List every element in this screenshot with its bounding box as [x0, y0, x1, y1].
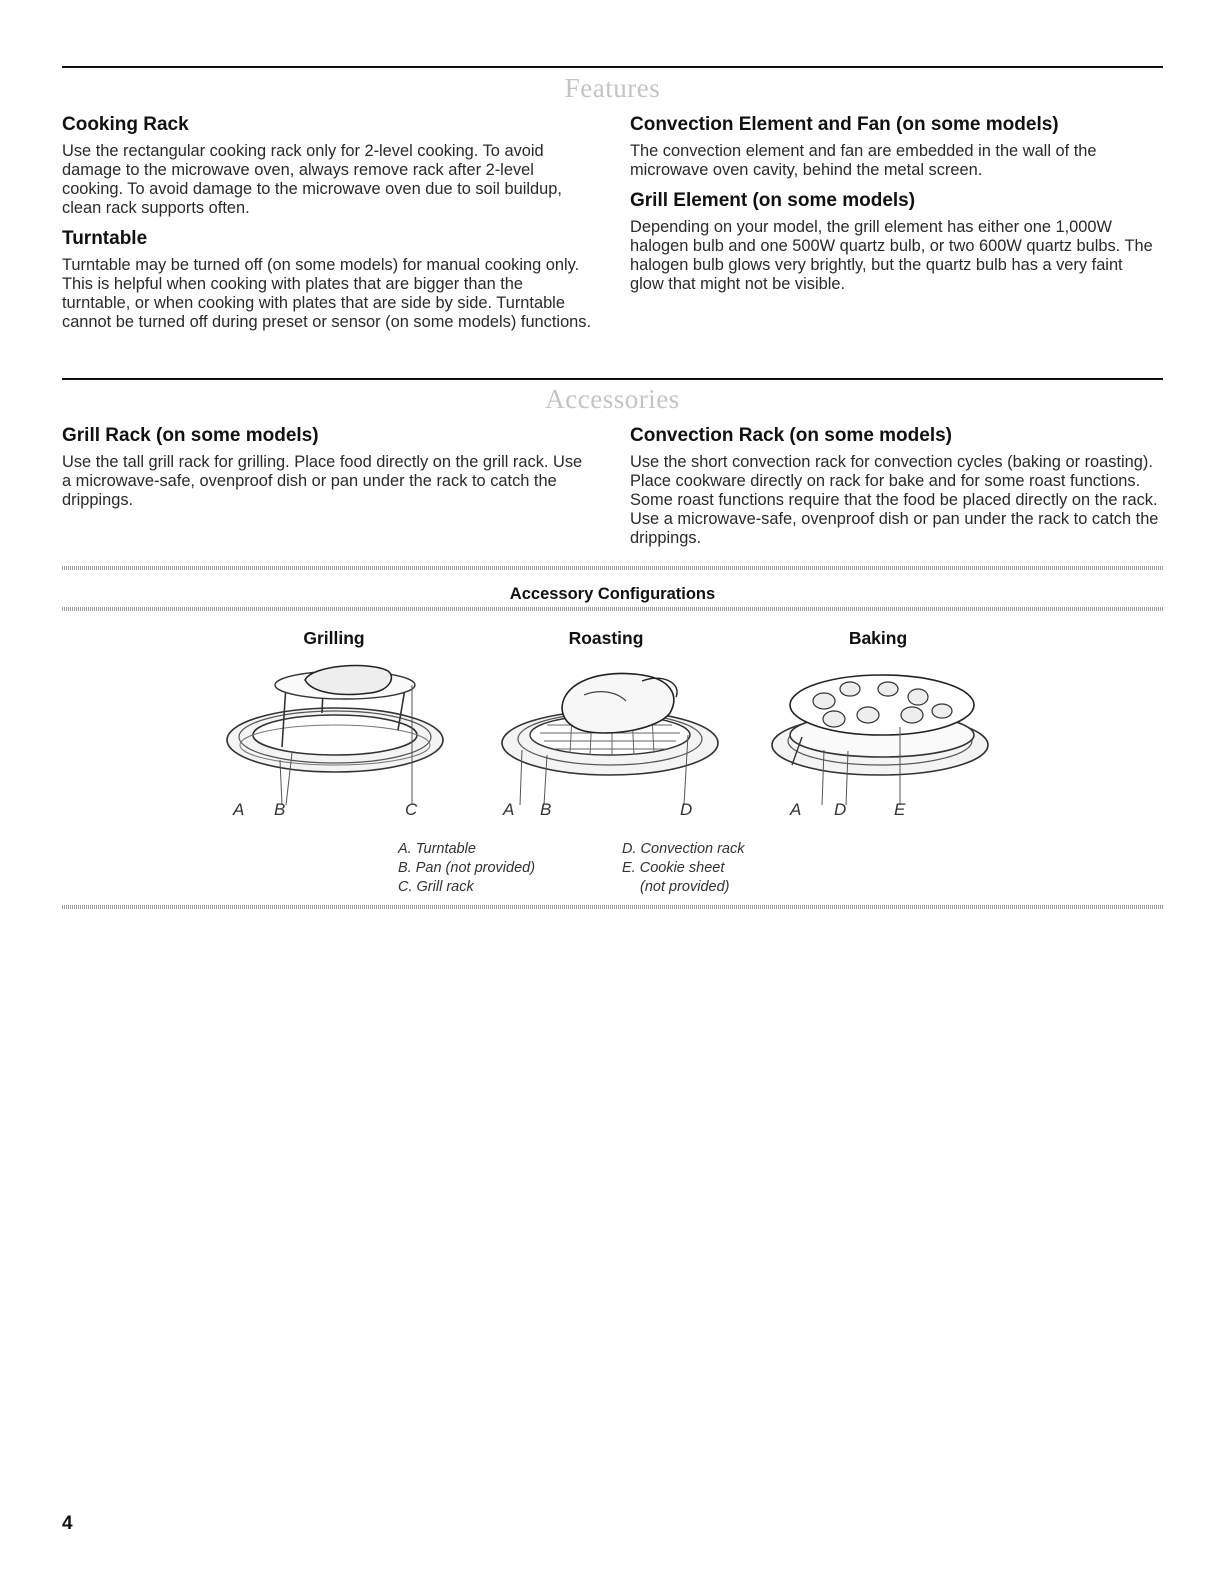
- grill-element-heading: Grill Element (on some models): [630, 190, 916, 211]
- features-left-column: [62, 114, 592, 342]
- accessories-section-title: Accessories: [545, 384, 680, 414]
- turntable-body: Turntable may be turned off (on some models) for manual cooking only. This is helpful when cooking with plates that are bigger than the turntable, or when cooking with plates that are side by side. Turntable cannot be turned off during preset or sensor (on some models) functions.: [62, 256, 592, 331]
- figure-title: Accessory Configurations: [509, 585, 716, 603]
- cooking-rack-heading: Cooking Rack: [62, 114, 189, 135]
- roasting-letter-b: B: [540, 800, 552, 819]
- grill-rack-body: Use the tall grill rack for grilling. Place food directly on the grill rack. Use a microwave-safe, ovenproof dish or pan under the rack to catch the drippings.: [62, 453, 583, 509]
- features-section-title: Features: [564, 73, 661, 103]
- grill-rack-heading: Grill Rack (on some models): [62, 425, 319, 446]
- baking-caption: Baking: [848, 628, 908, 648]
- roasting-caption: Roasting: [568, 628, 644, 648]
- figure-title-divider: [62, 607, 1163, 611]
- key-left: [398, 840, 535, 897]
- convection-element-body: The convection element and fan are embedded in the wall of the microwave oven cavity, behind the metal screen.: [630, 142, 1097, 179]
- grilling-letter-c: C: [405, 800, 418, 819]
- convection-rack-heading: Convection Rack (on some models): [630, 425, 953, 446]
- roasting-illustration: [492, 655, 732, 795]
- roasting-letter-d: D: [680, 800, 693, 819]
- grill-element-body: Depending on your model, the grill element has either one 1,000W halogen bulb and one 500W quartz bulb, or two 600W quartz bulbs. The halogen bulb glows very brightly, but the quartz bulb has a very faint glow that might not be visible.: [630, 218, 1153, 293]
- features-rule: [62, 66, 1163, 68]
- key-item-b: B. Pan (not provided): [398, 860, 536, 876]
- convection-rack-body: Use the short convection rack for convection cycles (baking or roasting). Place cookware directly on rack for bake and for some roast functions. Some roast functions require that the food be placed directly on the rack. Use a microwave-safe, ovenproof dish or pan under the rack to catch the drippings.: [630, 453, 1159, 547]
- baking-letter-d: D: [834, 800, 847, 819]
- cooking-rack-body: Use the rectangular cooking rack only for 2-level cooking. To avoid damage to the microwave oven, always remove rack after 2-level cooking. To avoid damage to the microwave oven due to soil buildup, clean rack supports often.: [62, 142, 562, 217]
- key-item-d: D. Convection rack: [622, 841, 745, 857]
- baking-letter-a: A: [790, 800, 802, 819]
- convection-element-heading: Convection Element and Fan (on some models): [630, 114, 1059, 135]
- accessories-right-column: [630, 425, 1160, 558]
- key-item-c: C. Grill rack: [398, 879, 474, 895]
- figure-top-divider: [62, 566, 1163, 570]
- key-right: [622, 840, 745, 897]
- page-number: 4: [62, 1513, 73, 1534]
- key-item-e-continued: (not provided): [640, 879, 730, 895]
- accessories-left-column: [62, 425, 592, 520]
- features-right-column: [630, 114, 1160, 304]
- grilling-letter-a: A: [233, 800, 245, 819]
- baking-letter-e: E: [894, 800, 906, 819]
- turntable-heading: Turntable: [62, 228, 148, 249]
- key-item-a: A. Turntable: [398, 841, 476, 857]
- roasting-letter-a: A: [503, 800, 515, 819]
- grilling-caption: Grilling: [303, 628, 365, 648]
- baking-illustration: [762, 655, 1002, 795]
- grilling-letter-b: B: [274, 800, 286, 819]
- accessories-rule: [62, 378, 1163, 380]
- grilling-illustration: [220, 655, 460, 795]
- figure-bottom-divider: [62, 905, 1163, 909]
- key-item-e: E. Cookie sheet: [622, 860, 725, 876]
